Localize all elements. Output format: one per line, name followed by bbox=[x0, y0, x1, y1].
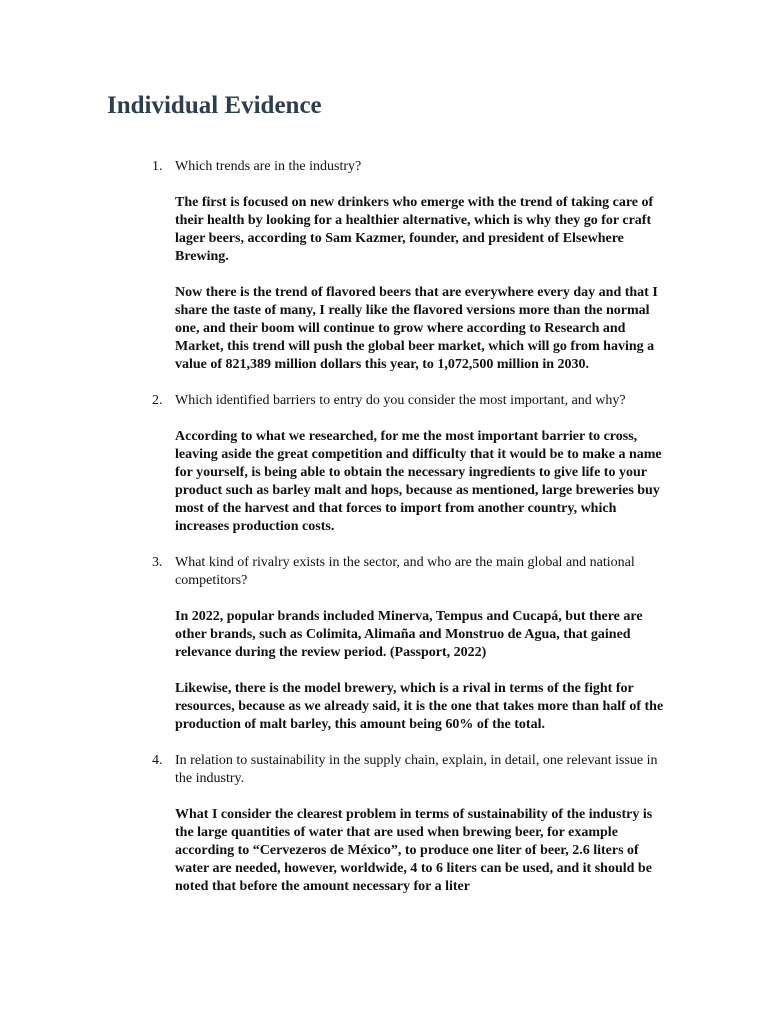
question-text: What kind of rivalry exists in the sector, and who are the main global and national competitors? bbox=[175, 555, 635, 588]
list-item bbox=[0, 392, 768, 536]
item-number: 2. bbox=[152, 393, 163, 408]
list-item bbox=[0, 554, 768, 734]
answer-paragraph: Now there is the trend of flavored beers that are everywhere every day and that I share the taste of many, I really like the flavored versions more than the normal one, and their boom will continue to grow where according to Research and Market, this trend will push the global beer market, which will go from having a value of 821,389 million dollars this year, to 1,072,500 million in 2030. bbox=[175, 285, 658, 372]
answer-paragraph: According to what we researched, for me the most important barrier to cross, leaving aside the great competition and difficulty that it would be to make a name for yourself, is being able to obtain the necessary ingredients to give life to your product such as barley malt and hops, because as mentioned, large breweries buy most of the harvest and that forces to import from another country, which increases production costs. bbox=[175, 429, 662, 534]
item-number: 4. bbox=[152, 753, 163, 768]
item-number: 1. bbox=[152, 159, 163, 174]
answer-paragraph: Likewise, there is the model brewery, which is a rival in terms of the fight for resources, because as we already said, it is the one that takes more than half of the production of malt barley, this amount being 60% of the total. bbox=[175, 681, 664, 732]
question-text: Which identified barriers to entry do you consider the most important, and why? bbox=[175, 393, 626, 408]
list-item bbox=[0, 158, 768, 374]
list-item bbox=[0, 752, 768, 896]
question-text: Which trends are in the industry? bbox=[175, 159, 362, 174]
question-text: In relation to sustainability in the supply chain, explain, in detail, one relevant issue in the industry. bbox=[175, 753, 658, 786]
answer-paragraph: What I consider the clearest problem in terms of sustainability of the industry is the large quantities of water that are used when brewing beer, for example according to “Cervezeros de México”, to produce one liter of beer, 2.6 liters of water are needed, however, worldwide, 4 to 6 liters can be used, and it should be noted that before the amount necessary for a liter bbox=[175, 807, 653, 894]
answer-paragraph: In 2022, popular brands included Minerva, Tempus and Cucapá, but there are other brands, such as Colimita, Alimaña and Monstruo de Agua, that gained relevance during the review period. (Passport, 2022) bbox=[175, 609, 643, 660]
answer-paragraph: The first is focused on new drinkers who emerge with the trend of taking care of their health by looking for a healthier alternative, which is why they go for craft lager beers, according to Sam Kazmer, founder, and president of Elsewhere Brewing. bbox=[175, 195, 654, 264]
question-list bbox=[0, 158, 768, 896]
item-number: 3. bbox=[152, 555, 163, 570]
page-title: Individual Evidence bbox=[107, 92, 322, 119]
